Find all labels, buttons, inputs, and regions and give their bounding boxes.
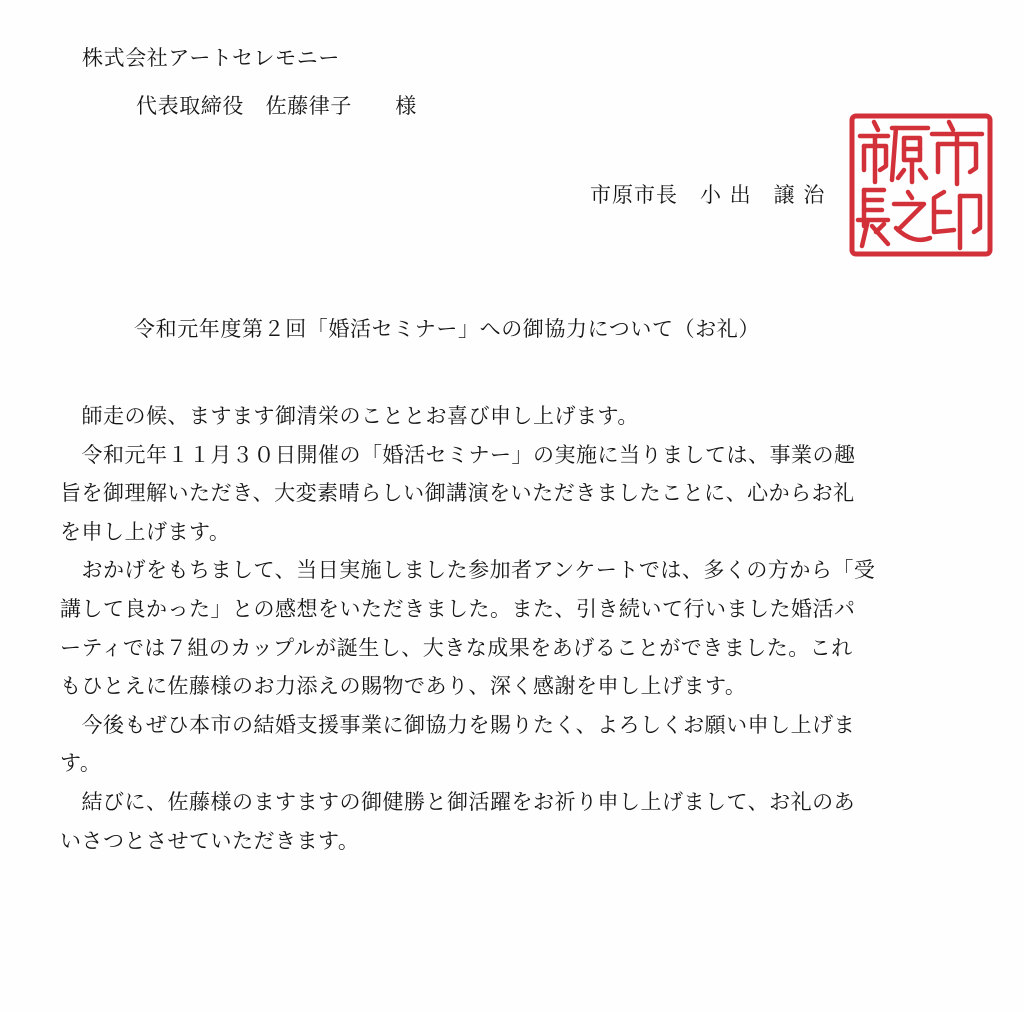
body-line: いさつとさせていただきます。 [60, 828, 360, 853]
body-line: す。 [60, 751, 102, 776]
seal-char-cho [858, 190, 888, 246]
seal-char-hara [892, 128, 928, 182]
addressee-company: 株式会社アートセレモニー [82, 46, 340, 70]
body-line: 結びに、佐藤様のますますの御健勝と御活躍をお祈り申し上げまして、お礼のあ [60, 789, 856, 814]
body-line: を申し上げます。 [60, 519, 231, 544]
body-line: 今後もぜひ本市の結婚支援事業に御協力を賜りたく、よろしくお願い申し上げま [60, 712, 856, 737]
mayor-seal-stamp [846, 108, 996, 260]
letter-subject: 令和元年度第２回「婚活セミナー」への御協力について（お礼） [134, 317, 760, 341]
body-line: もひとえに佐藤様のお力添えの賜物であり、深く感謝を申し上げます。 [60, 674, 747, 699]
seal-char-shi-2 [860, 122, 888, 182]
body-line: おかげをもちまして、当日実施しました参加者アンケートでは、多くの方から「受 [60, 558, 876, 583]
seal-char-no [894, 192, 930, 240]
sender-name: 市原市長 小 出 譲 治 [590, 183, 826, 207]
seal-char-shi-1 [932, 122, 982, 184]
seal-char-in [934, 192, 980, 248]
addressee-person: 代表取締役 佐藤律子 様 [136, 94, 417, 118]
body-line: 師走の候、ますます御清栄のこととお喜び申し上げます。 [60, 404, 639, 428]
body-line: 令和元年１１月３０日開催の「婚活セミナー」の実施に当りましては、事業の趣 [60, 442, 856, 467]
letter-body [60, 397, 980, 860]
body-line: ーティでは７組のカップルが誕生し、大きな成果をあげることができました。これ [60, 635, 853, 660]
body-line: 旨を御理解いただき、大変素晴らしい御講演をいただきましたことに、心からお礼 [60, 481, 855, 506]
body-line: 講して良かった」との感想をいただきました。また、引き続いて行いました婚活パ [60, 596, 856, 621]
